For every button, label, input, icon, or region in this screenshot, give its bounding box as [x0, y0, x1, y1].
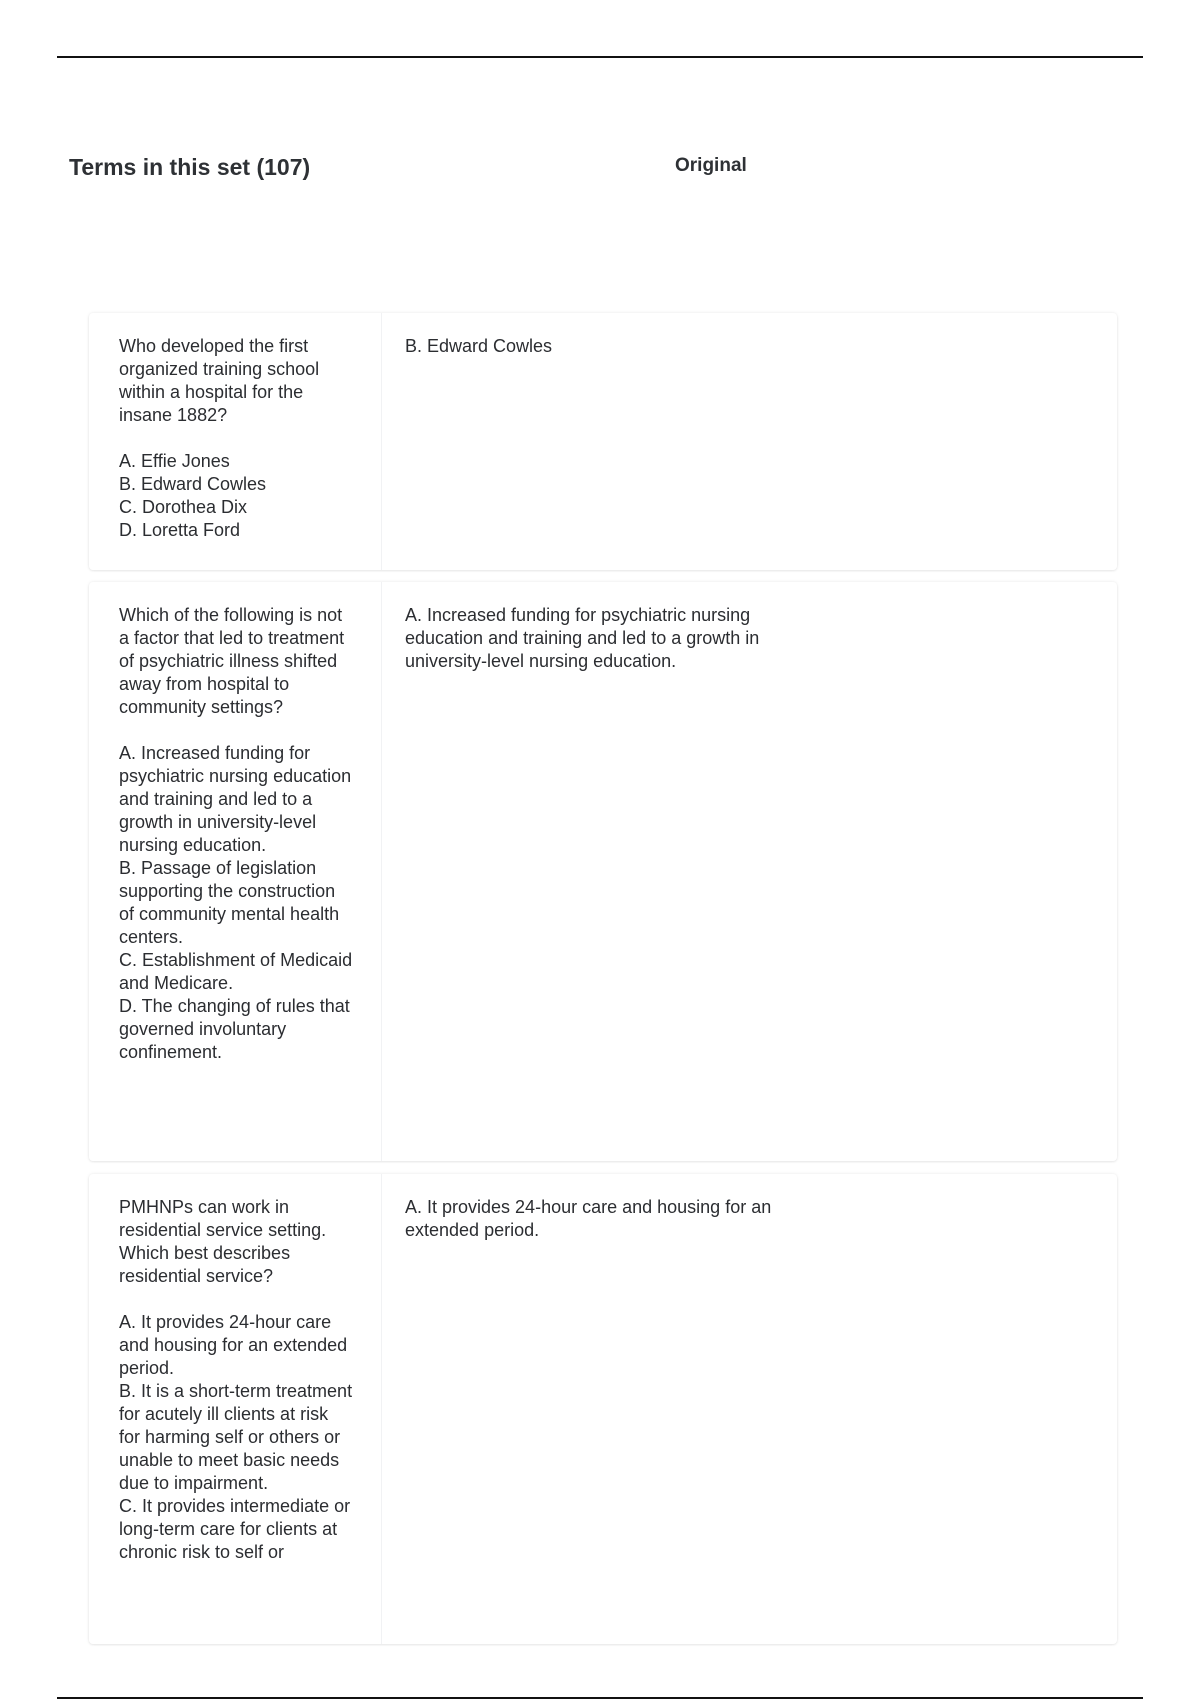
options-list [119, 450, 354, 542]
card-divider [381, 582, 382, 1161]
options-list [119, 1311, 354, 1564]
option: C. Dorothea Dix [119, 497, 248, 517]
original-column-label: Original [675, 155, 747, 176]
option: B. Passage of legislation supporting the construction of community mental health centers. [119, 858, 340, 947]
question-text: Which of the following is not a factor that led to treatment of psychiatric illness shifted away from hospital to community settings? [119, 605, 345, 717]
option: D. The changing of rules that governed involuntary confinement. [119, 996, 350, 1062]
terms-count-heading: Terms in this set (107) [69, 154, 311, 180]
term-text [119, 1196, 354, 1564]
option: A. Increased funding for psychiatric nursing education and training and led to a growth in university-level nursing education. [119, 743, 352, 855]
bottom-rule [57, 1697, 1143, 1699]
term-card [89, 313, 1117, 570]
question-text: PMHNPs can work in residential service setting. Which best describes residential service? [119, 1197, 327, 1286]
definition-text: B. Edward Cowles [405, 336, 553, 356]
term-card [89, 582, 1117, 1161]
top-rule [57, 56, 1143, 58]
option: D. Loretta Ford [119, 520, 241, 540]
option: B. It is a short-term treatment for acutely ill clients at risk for harming self or others or unable to meet basic needs due to impairment. [119, 1381, 353, 1493]
card-divider [381, 1174, 382, 1644]
option: C. It provides intermediate or long-term care for clients at chronic risk to self or [119, 1496, 351, 1562]
term-text [119, 335, 354, 542]
option: A. Effie Jones [119, 451, 230, 471]
question-text: Who developed the first organized training school within a hospital for the insane 1882? [119, 336, 320, 425]
options-list [119, 742, 354, 1064]
option: A. It provides 24-hour care and housing for an extended period. [119, 1312, 348, 1378]
option: C. Establishment of Medicaid and Medicare. [119, 950, 353, 993]
term-card [89, 1174, 1117, 1644]
term-text [119, 604, 354, 1064]
definition-text: A. It provides 24-hour care and housing for an extended period. [405, 1197, 772, 1240]
definition-text: A. Increased funding for psychiatric nursing education and training and led to a growth in university-level nursing education. [405, 605, 760, 671]
card-divider [381, 313, 382, 570]
option: B. Edward Cowles [119, 474, 267, 494]
